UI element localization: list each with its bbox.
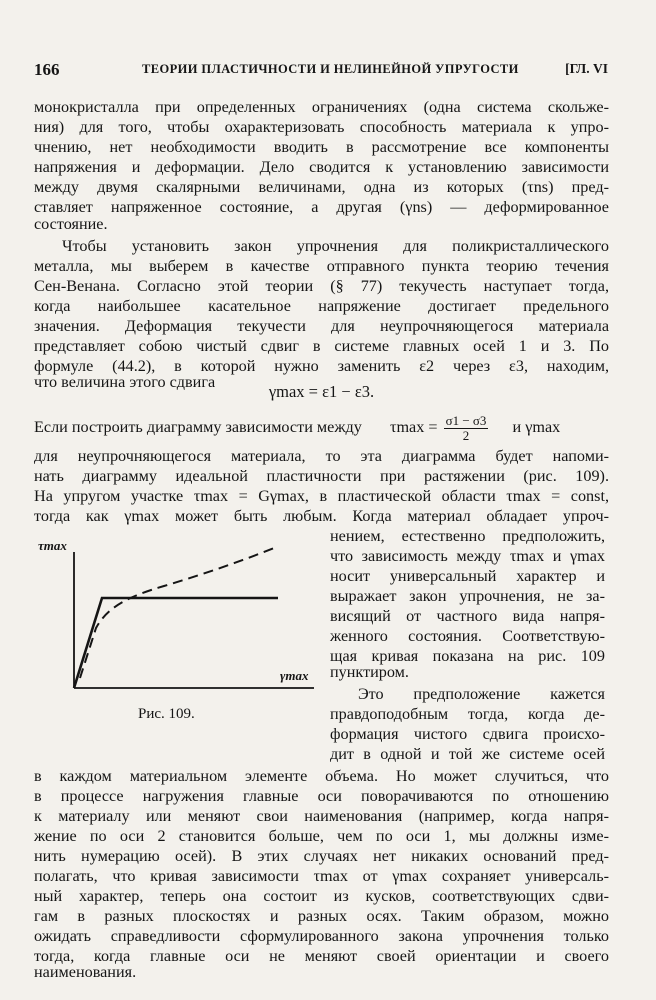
para2-line: формуле (44.2), в которой нужно заменить ε2 через ε3, находим, bbox=[34, 357, 609, 375]
para4-line: ожидать справедливости сформулированного закона упрочнения только bbox=[34, 927, 609, 945]
para1-line: ния) для того, чтобы охарактеризовать способность материала к упро- bbox=[34, 118, 609, 136]
para2-line: что величина этого сдвига bbox=[34, 373, 216, 391]
narrow-line: Это предположение кажется bbox=[358, 685, 605, 703]
para4-line: нить нумерацию осей). В этих случаях нет никаких оснований пред- bbox=[34, 847, 609, 865]
para3-line: нать диаграмму идеальной пластичности при растяжении (рис. 109). bbox=[34, 467, 609, 485]
para4-line: в каждом материальном элементе объема. Но может случиться, что bbox=[34, 767, 609, 785]
narrow-line: что зависимость между τmax и γmax bbox=[330, 547, 605, 565]
para1-line: чнению, нет необходимости вводить в рассмотрение все компоненты bbox=[34, 138, 609, 156]
running-title: ТЕОРИИ ПЛАСТИЧНОСТИ И НЕЛИНЕЙНОЙ УПРУГОСТИ bbox=[142, 62, 519, 76]
figure-109-diagram bbox=[34, 528, 314, 728]
para1-line: ставляет напряженное состояние, а другая (γns) — деформированное bbox=[34, 198, 609, 216]
para3-start: Если построить диаграмму зависимости между bbox=[34, 418, 362, 436]
ideal-plasticity-curve bbox=[74, 598, 278, 688]
para1-line: состояние. bbox=[34, 215, 108, 233]
para3-line: тогда как γmax может быть любым. Когда материал обладает упроч- bbox=[34, 507, 609, 525]
narrow-line: выражает закон упрочнения, не за- bbox=[330, 587, 605, 605]
para4-line: жение по оси 2 становится больше, чем по оси 1, мы должны изме- bbox=[34, 827, 609, 845]
narrow-line: формация чистого сдвига происхо- bbox=[330, 725, 605, 743]
para4-line: наименования. bbox=[34, 963, 137, 981]
narrow-line: висящий от частного вида напря- bbox=[330, 607, 605, 625]
page-number: 166 bbox=[34, 60, 60, 79]
narrow-line: дит в одной и той же системе осей bbox=[330, 745, 605, 763]
para2-line: когда наибольшее касательное напряжение достигает предельного bbox=[34, 297, 609, 315]
hardening-curve-dashed bbox=[80, 548, 274, 678]
para1-line: между двумя скалярными величинами, одна из которых (τns) пред- bbox=[34, 178, 609, 196]
narrow-line: правдоподобным тогда, когда де- bbox=[330, 705, 605, 723]
para3-line-with-fraction bbox=[34, 412, 609, 442]
para4-line: в процессе нагружения главные оси поворачиваются по отношению bbox=[34, 787, 609, 805]
figure-caption: Рис. 109. bbox=[138, 706, 195, 722]
para1-line: монокристалла при определенных ограничениях (одна система скольже- bbox=[34, 98, 609, 116]
para1-line: напряжения и деформации. Дело сводится к установлению зависимости bbox=[34, 158, 609, 176]
stress-fraction bbox=[444, 414, 489, 443]
fraction-denominator: 2 bbox=[462, 427, 470, 443]
para2-line: значения. Деформация текучести для неупрочняющегося материала bbox=[34, 317, 609, 335]
page-header bbox=[34, 60, 614, 82]
para3-line: На упругом участке τmax = Gγmax, в пластической области τmax = const, bbox=[34, 487, 609, 505]
equation-gamma-max: γmax = ε1 − ε3. bbox=[268, 382, 375, 401]
para4-line: к материалу или меняют свои наименования (например, когда напря- bbox=[34, 807, 609, 825]
fraction-numerator: σ1 − σ3 bbox=[445, 412, 487, 428]
narrow-line: нением, естественно предположить, bbox=[330, 527, 605, 545]
para3-end: и γmax bbox=[512, 418, 561, 436]
chapter-marker: [ГЛ. VI bbox=[565, 61, 608, 76]
para4-line: гам в разных плоскостях и разных осях. Таким образом, можно bbox=[34, 907, 609, 925]
narrow-line: пунктиром. bbox=[330, 663, 409, 681]
para2-line: металла, мы выберем в качестве отправного пункта теорию течения bbox=[34, 257, 609, 275]
y-axis-label: τmax bbox=[38, 538, 67, 553]
para4-line: тогда, когда главные оси не меняют своей ориентации и своего bbox=[34, 947, 609, 965]
para4-line: полагать, что кривая зависимости τmax от γmax сохраняет универсаль- bbox=[34, 867, 609, 885]
para3-line: для неупрочняющегося материала, то эта диаграмма будет напоми- bbox=[34, 447, 609, 465]
narrow-line: носит универсальный характер и bbox=[330, 567, 605, 585]
narrow-line: щая кривая показана на рис. 109 bbox=[330, 647, 605, 665]
para2-line: Чтобы установить закон упрочнения для поликристаллического bbox=[62, 237, 609, 255]
narrow-line: женного состояния. Соответствую- bbox=[330, 627, 605, 645]
x-axis-label: γmax bbox=[280, 668, 309, 683]
para2-line: Сен-Венана. Согласно этой теории (§ 77) текучесть наступает тогда, bbox=[34, 277, 609, 295]
tau-max-label: τmax = bbox=[389, 418, 438, 436]
figure-109 bbox=[34, 528, 314, 728]
para4-line: ный характер, теперь она состоит из кусков, соответствующих сдви- bbox=[34, 887, 609, 905]
para2-line: представляет собою чистый сдвиг в системе главных осей 1 и 3. По bbox=[34, 337, 609, 355]
